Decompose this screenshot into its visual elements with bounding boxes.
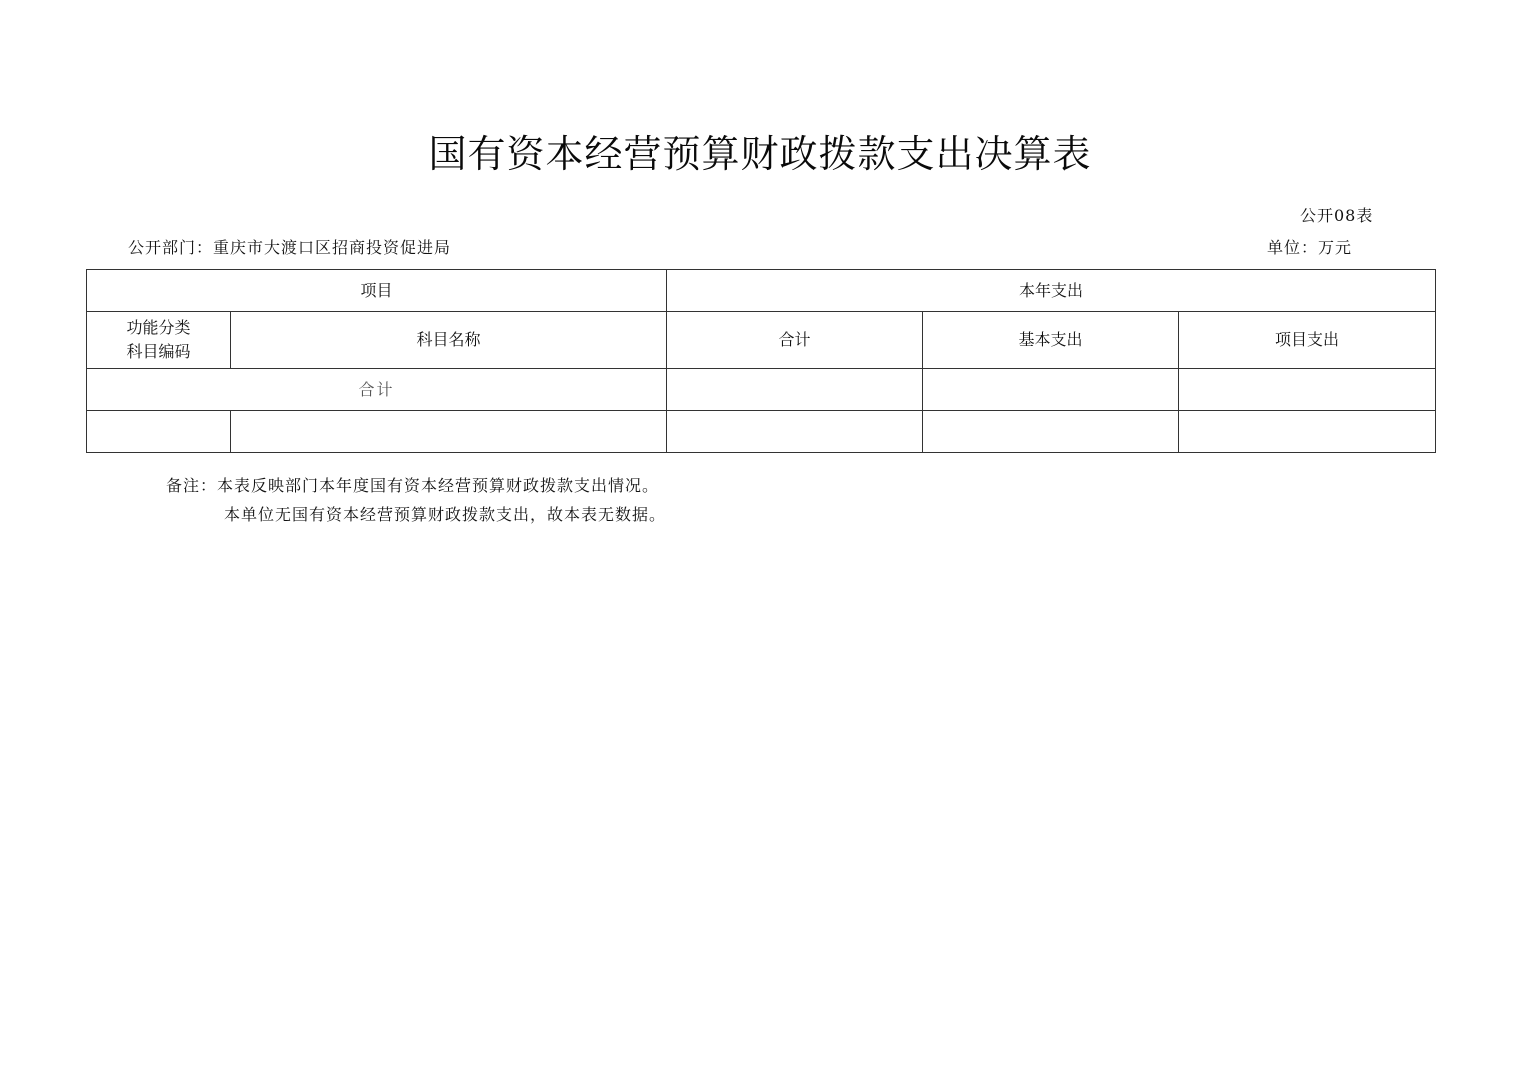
page-title: 国有资本经营预算财政拨款支出决算表	[428, 132, 1092, 176]
total-row	[87, 369, 1436, 411]
row-name-cell	[231, 411, 667, 453]
note-line-2: 本单位无国有资本经营预算财政拨款支出，故本表无数据。	[224, 505, 667, 524]
header-basic-expense: 基本支出	[923, 312, 1179, 369]
note-line-1: 备注：本表反映部门本年度国有资本经营预算财政拨款支出情况。	[166, 476, 660, 495]
budget-table	[86, 269, 1436, 453]
unit-label: 单位：万元	[1267, 238, 1353, 257]
row-total-cell	[667, 411, 923, 453]
row-basic-cell	[923, 411, 1179, 453]
department-label: 公开部门：重庆市大渡口区招商投资促进局	[128, 238, 452, 257]
row-code-cell	[87, 411, 231, 453]
row-project-cell	[1179, 411, 1436, 453]
total-row-label: 合计	[87, 369, 667, 411]
header-project-group: 项目	[87, 270, 667, 312]
total-row-basic-cell	[923, 369, 1179, 411]
total-row-total-cell	[667, 369, 923, 411]
header-current-year-expense: 本年支出	[667, 270, 1436, 312]
header-function-code-line1: 功能分类	[126, 318, 191, 337]
header-function-code	[87, 312, 231, 369]
form-code: 公开08表	[1300, 206, 1374, 225]
header-total: 合计	[667, 312, 923, 369]
table-row	[87, 411, 1436, 453]
header-row-group	[87, 270, 1436, 312]
header-project-expense: 项目支出	[1179, 312, 1436, 369]
total-row-project-cell	[1179, 369, 1436, 411]
header-subject-name: 科目名称	[231, 312, 667, 369]
header-function-code-line2: 科目编码	[126, 342, 191, 361]
header-row-columns	[87, 312, 1436, 369]
